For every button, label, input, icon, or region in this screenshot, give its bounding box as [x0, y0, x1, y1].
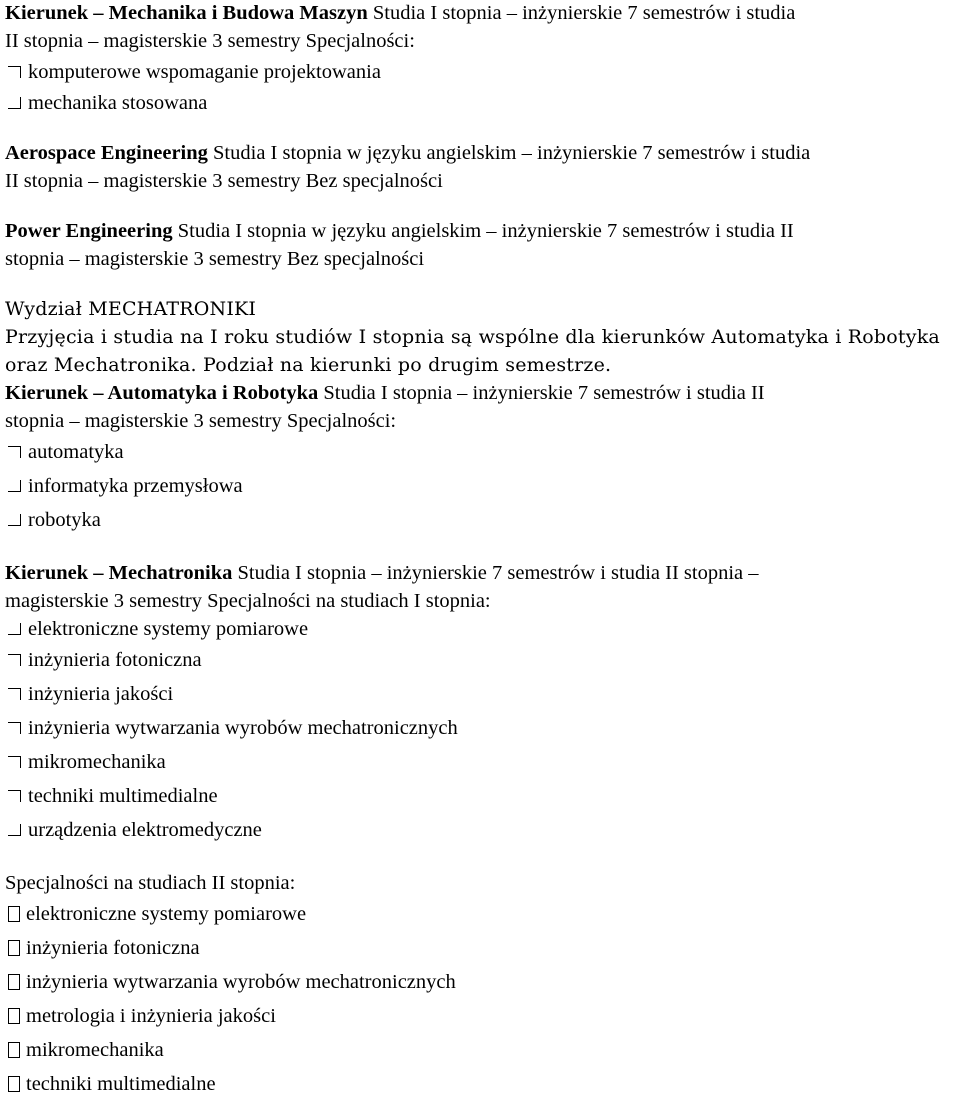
section-aero-title: Aerospace Engineering — [5, 142, 208, 164]
bullet-icon — [8, 97, 21, 109]
section-power-title: Power Engineering — [5, 220, 173, 242]
section-mech-title: Kierunek – Mechatronika — [5, 562, 233, 584]
list-item: mikromechanika — [5, 1033, 955, 1067]
checkbox-icon — [8, 974, 20, 990]
section-mech2-title: Specjalności na studiach II stopnia: — [5, 872, 296, 894]
section-aero-desc-2: II stopnia – magisterskie 3 semestry Bez specjalności — [5, 170, 443, 192]
bullet-icon — [8, 514, 21, 526]
bullet-icon — [8, 623, 21, 635]
section-aero-desc: Aerospace Engineering Studia I stopnia w języku angielskim – inżynierskie 7 semestrów i studia — [5, 142, 811, 164]
list-item: urządzenia elektromedyczne — [5, 813, 955, 847]
list-item: inżynieria wytwarzania wyrobów mechatronicznych — [5, 711, 955, 745]
section-air — [5, 379, 955, 537]
section-mech2 — [5, 869, 955, 1101]
section-power-desc: Power Engineering Studia I stopnia w języku angielskim – inżynierskie 7 semestrów i studia II — [5, 220, 794, 242]
document-page — [5, 0, 955, 1101]
list-item: mechanika stosowana — [5, 89, 955, 117]
bullet-icon — [8, 722, 21, 734]
list-item: informatyka przemysłowa — [5, 469, 955, 503]
list-item: elektroniczne systemy pomiarowe — [5, 897, 955, 931]
section-power — [5, 217, 955, 273]
list-item: techniki multimedialne — [5, 779, 955, 813]
section-mbm-title: Kierunek – Mechanika i Budowa Maszyn — [5, 2, 368, 24]
section-air-title: Kierunek – Automatyka i Robotyka — [5, 382, 319, 404]
bullet-icon — [8, 688, 21, 700]
list-item: metrologia i inżynieria jakości — [5, 999, 955, 1033]
bullet-icon — [8, 654, 21, 666]
section-mech — [5, 559, 955, 847]
list-item: inżynieria fotoniczna — [5, 931, 955, 965]
checkbox-icon — [8, 1008, 20, 1024]
checkbox-icon — [8, 906, 20, 922]
list-item: techniki multimedialne — [5, 1067, 955, 1101]
checkbox-icon — [8, 940, 20, 956]
section-air-desc: Kierunek – Automatyka i Robotyka Studia I stopnia – inżynierskie 7 semestrów i studia II — [5, 382, 765, 404]
bullet-icon — [8, 446, 21, 458]
section-air-desc-2: stopnia – magisterskie 3 semestry Specjalności: — [5, 410, 397, 432]
list-item: automatyka — [5, 435, 955, 469]
section-mbm-desc: Kierunek – Mechanika i Budowa Maszyn Studia I stopnia – inżynierskie 7 semestrów i studia — [5, 2, 796, 24]
list-item: elektroniczne systemy pomiarowe — [5, 615, 955, 643]
section-mbm — [5, 0, 955, 117]
bullet-icon — [8, 66, 21, 78]
section-aero — [5, 139, 955, 195]
bullet-icon — [8, 756, 21, 768]
list-item: inżynieria jakości — [5, 677, 955, 711]
list-item: komputerowe wspomaganie projektowania — [5, 55, 955, 89]
dept-line-2: oraz Mechatronika. Podział na kierunki po drugim semestrze. — [5, 354, 612, 376]
section-mech-desc: Kierunek – Mechatronika Studia I stopnia – inżynierskie 7 semestrów i studia II stopnia – — [5, 562, 759, 584]
list-item: inżynieria wytwarzania wyrobów mechatronicznych — [5, 965, 955, 999]
bullet-icon — [8, 824, 21, 836]
section-power-desc-2: stopnia – magisterskie 3 semestry Bez specjalności — [5, 248, 425, 270]
list-item: inżynieria fotoniczna — [5, 643, 955, 677]
dept-title: Wydział MECHATRONIKI — [5, 298, 257, 320]
section-mbm-desc-2: II stopnia – magisterskie 3 semestry Specjalności: — [5, 30, 415, 52]
dept-line-1: Przyjęcia i studia na I roku studiów I stopnia są wspólne dla kierunków Automatyka i Robotyka — [5, 326, 940, 348]
list-item: mikromechanika — [5, 745, 955, 779]
checkbox-icon — [8, 1042, 20, 1058]
bullet-icon — [8, 480, 21, 492]
section-dept — [5, 295, 955, 379]
bullet-icon — [8, 790, 21, 802]
section-mech-desc-2: magisterskie 3 semestry Specjalności na studiach I stopnia: — [5, 590, 491, 612]
checkbox-icon — [8, 1076, 20, 1092]
list-item: robotyka — [5, 503, 955, 537]
